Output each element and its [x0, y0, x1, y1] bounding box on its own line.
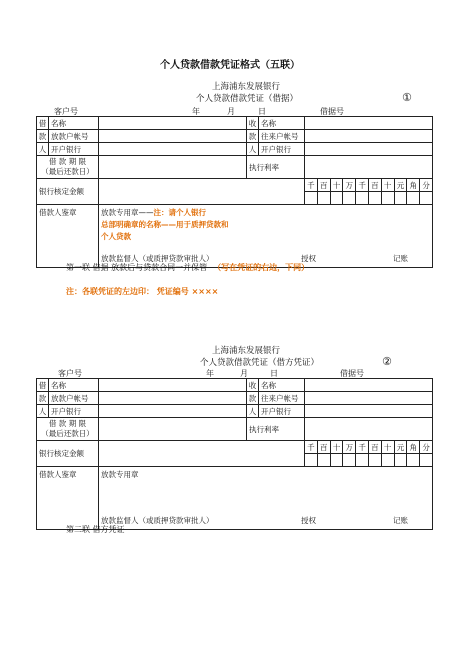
disburse-account-field[interactable]: [99, 130, 247, 143]
rate-field[interactable]: [305, 418, 433, 441]
receiver-bank-field[interactable]: [305, 143, 433, 156]
borrower-char: 款: [37, 130, 49, 143]
customer-no-label: 客户号: [54, 107, 78, 116]
receiver-name-field[interactable]: [305, 379, 433, 392]
borrower-name-label: 名称: [49, 379, 99, 392]
amount-digit[interactable]: [330, 192, 343, 205]
receiver-account-field[interactable]: [305, 130, 433, 143]
borrower-bank-label: 开户银行: [49, 143, 99, 156]
seal-label: 放款专用章——注：请个人银行: [101, 208, 206, 217]
receiver-account-label: 往来户帐号: [259, 392, 305, 405]
amount-digit[interactable]: [343, 192, 356, 205]
borrower-signature-area[interactable]: [37, 467, 99, 530]
receiver-char: 收: [247, 379, 259, 392]
document-title: 个人贷款借款凭证格式（五联）: [160, 60, 300, 71]
borrower-char: 人: [37, 143, 49, 156]
amount-digit[interactable]: [356, 192, 369, 205]
amount-digit[interactable]: [381, 454, 394, 467]
day-label: 日: [258, 107, 266, 116]
approval-area[interactable]: [99, 467, 433, 530]
unit-fen: 分: [420, 441, 433, 454]
receiver-account-field[interactable]: [305, 392, 433, 405]
unit-qian: 千: [305, 441, 318, 454]
loan-term-label: 借 款 期 限 （最后还款日）: [37, 156, 99, 179]
copy-note: 第二联 借方凭证: [66, 525, 125, 534]
approval-area[interactable]: [99, 205, 433, 268]
receiver-char: 款: [247, 130, 259, 143]
unit-yuan: 元: [394, 441, 407, 454]
loan-term-field[interactable]: [99, 418, 247, 441]
amount-digit[interactable]: [407, 454, 420, 467]
unit-qian: 千: [356, 179, 369, 192]
copy-number: ②: [382, 355, 392, 368]
seal-note: 总部明确章的名称——用于质押贷款和: [101, 220, 229, 229]
receiver-name-label: 名称: [259, 117, 305, 130]
disburse-account-field[interactable]: [99, 392, 247, 405]
unit-qian: 千: [305, 179, 318, 192]
amount-digit[interactable]: [420, 192, 433, 205]
unit-jiao: 角: [407, 179, 420, 192]
borrower-signature-label: 借款人鉴章: [39, 208, 77, 217]
bookkeeping-label: 记账: [393, 516, 408, 525]
loan-term-label: 借 款 期 限 （最后还款日）: [37, 418, 99, 441]
side-note: 注：各联凭证的左边印： 凭证编号 ××××: [66, 287, 219, 296]
unit-bai: 百: [317, 179, 330, 192]
bank-name: 上海浦东发展银行: [212, 346, 281, 356]
copy-note: 第一联 借据 放款后与贷款合同一并保管 （写在凭证的右边，下同）: [66, 263, 310, 272]
borrower-bank-field[interactable]: [99, 143, 247, 156]
borrower-name-label: 名称: [49, 117, 99, 130]
unit-qian: 千: [356, 441, 369, 454]
receiver-name-label: 名称: [259, 379, 305, 392]
month-label: 月: [227, 107, 235, 116]
receiver-char: 收: [247, 117, 259, 130]
unit-shi: 十: [330, 179, 343, 192]
borrower-char: 借: [37, 379, 49, 392]
copy-number: ①: [402, 91, 412, 104]
unit-shi: 十: [381, 179, 394, 192]
amount-digit[interactable]: [394, 454, 407, 467]
amount-digit[interactable]: [407, 192, 420, 205]
borrower-name-field[interactable]: [99, 117, 247, 130]
receiver-char: 人: [247, 143, 259, 156]
seal-note: 个人贷款: [101, 232, 131, 241]
supervisor-label: 放款监督人（或质押贷款审批人）: [101, 254, 214, 263]
amount-digit[interactable]: [394, 192, 407, 205]
rate-field[interactable]: [305, 156, 433, 179]
unit-wan: 万: [343, 179, 356, 192]
amount-digit[interactable]: [305, 192, 318, 205]
seal-label: 放款专用章: [101, 470, 139, 479]
receiver-char: 人: [247, 405, 259, 418]
receiver-bank-label: 开户银行: [259, 143, 305, 156]
loan-no-label: 借据号: [340, 369, 364, 378]
amount-digit[interactable]: [330, 454, 343, 467]
unit-bai: 百: [317, 441, 330, 454]
receiver-bank-label: 开户银行: [259, 405, 305, 418]
bank-name: 上海浦东发展银行: [212, 82, 281, 92]
borrower-name-field[interactable]: [99, 379, 247, 392]
voucher-title: 个人贷款借款凭证（借方凭证）: [200, 358, 320, 368]
amount-digit[interactable]: [356, 454, 369, 467]
unit-shi: 十: [330, 441, 343, 454]
customer-no-label: 客户号: [58, 369, 82, 378]
authorize-label: 授权: [301, 516, 316, 525]
day-label: 日: [270, 369, 278, 378]
unit-bai: 百: [368, 179, 381, 192]
rate-label: 执行利率: [247, 418, 305, 441]
amount-digit[interactable]: [368, 192, 381, 205]
amount-digit[interactable]: [368, 454, 381, 467]
loan-voucher-form-1: [36, 116, 433, 268]
borrower-char: 款: [37, 392, 49, 405]
unit-jiao: 角: [407, 441, 420, 454]
loan-voucher-form-2: [36, 378, 433, 530]
receiver-name-field[interactable]: [305, 117, 433, 130]
receiver-bank-field[interactable]: [305, 405, 433, 418]
supervisor-label: 放款监督人（或质押贷款审批人）: [101, 516, 214, 525]
approved-amount-field[interactable]: [99, 441, 305, 467]
approved-amount-field[interactable]: [99, 179, 305, 205]
unit-yuan: 元: [394, 179, 407, 192]
disburse-account-label: 放款户帐号: [49, 392, 99, 405]
bookkeeping-label: 记账: [393, 254, 408, 263]
borrower-signature-label: 借款人鉴章: [39, 470, 77, 479]
unit-wan: 万: [343, 441, 356, 454]
amount-digit[interactable]: [317, 454, 330, 467]
year-label: 年: [206, 369, 214, 378]
amount-digit[interactable]: [420, 454, 433, 467]
voucher-title: 个人贷款借款凭证（借据）: [196, 94, 299, 104]
amount-digit[interactable]: [343, 454, 356, 467]
loan-term-field[interactable]: [99, 156, 247, 179]
borrower-bank-label: 开户银行: [49, 405, 99, 418]
authorize-label: 授权: [301, 254, 316, 263]
receiver-char: 款: [247, 392, 259, 405]
disburse-account-label: 放款户帐号: [49, 130, 99, 143]
unit-fen: 分: [420, 179, 433, 192]
approved-amount-label: 银行核定金额: [37, 179, 99, 205]
receiver-account-label: 往来户帐号: [259, 130, 305, 143]
borrower-bank-field[interactable]: [99, 405, 247, 418]
amount-digit[interactable]: [381, 192, 394, 205]
borrower-char: 人: [37, 405, 49, 418]
amount-digit[interactable]: [305, 454, 318, 467]
borrower-signature-area[interactable]: [37, 205, 99, 268]
approved-amount-label: 银行核定金额: [37, 441, 99, 467]
unit-shi: 十: [381, 441, 394, 454]
amount-digit[interactable]: [317, 192, 330, 205]
loan-no-label: 借据号: [320, 107, 344, 116]
year-label: 年: [192, 107, 200, 116]
month-label: 月: [240, 369, 248, 378]
rate-label: 执行利率: [247, 156, 305, 179]
unit-bai: 百: [368, 441, 381, 454]
borrower-char: 借: [37, 117, 49, 130]
